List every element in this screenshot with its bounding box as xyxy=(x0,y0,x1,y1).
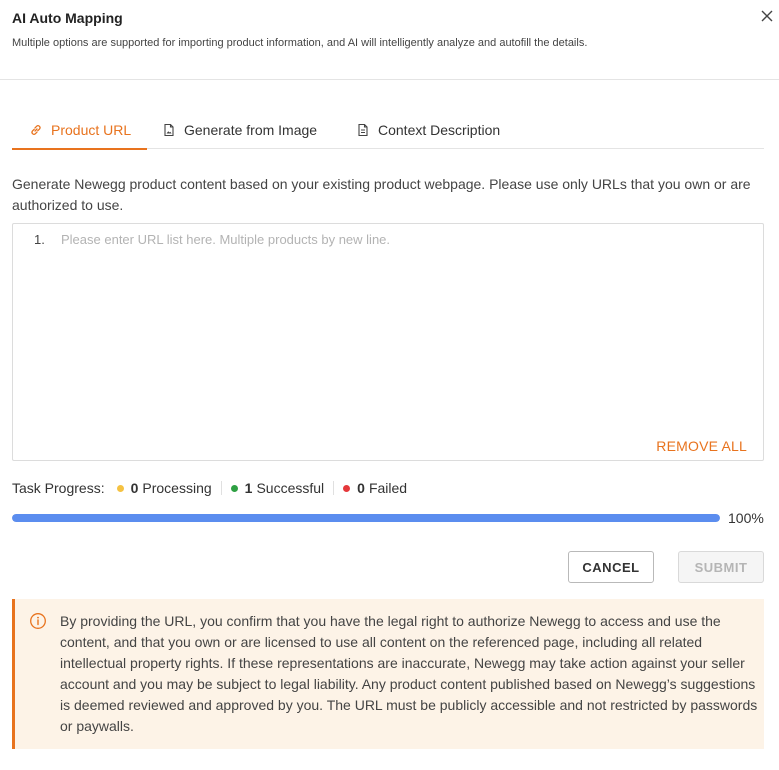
tab-context-description[interactable] xyxy=(356,110,500,149)
divider xyxy=(221,481,222,495)
task-progress xyxy=(12,479,407,497)
document-icon xyxy=(356,123,370,137)
link-icon xyxy=(29,123,43,137)
url-tab-description: Generate Newegg product content based on your existing product webpage. Please use only URLs that you own or are authorized to use. xyxy=(12,176,751,213)
progress-percent: 100% xyxy=(728,510,764,526)
progress-bar-fill xyxy=(12,514,720,522)
processing-dot-icon xyxy=(117,485,124,492)
failed-count: 0 xyxy=(357,480,365,496)
info-circle-icon xyxy=(29,612,47,630)
successful-dot-icon xyxy=(231,485,238,492)
successful-count: 1 xyxy=(244,480,253,496)
failed-label: Failed xyxy=(368,480,408,496)
legal-notice-text: By providing the URL, you confirm that you have the legal right to authorize Newegg to access and use the content, and that you own or are licensed to use all content on the referenced page, including all related intellectual property rights. If these representations are inaccurate, Newegg may take action against your seller account and you may be subject to legal liability. Any product content published based on Newegg’s suggestions is deemed reviewed and approved by you. The URL must be publicly accessible and not restricted by passwords or paywalls. xyxy=(60,613,758,734)
image-file-icon xyxy=(162,123,176,137)
tab-label: Context Description xyxy=(378,121,501,138)
tab-bar xyxy=(12,110,764,149)
processing-count: 0 xyxy=(130,480,139,496)
cancel-button[interactable]: CANCEL xyxy=(568,551,654,583)
legal-notice xyxy=(12,599,764,749)
url-list-input[interactable] xyxy=(61,228,751,428)
submit-button[interactable]: SUBMIT xyxy=(678,551,764,583)
divider xyxy=(333,481,334,495)
processing-label: Processing xyxy=(142,480,212,496)
remove-all-button[interactable]: REMOVE ALL xyxy=(656,438,747,454)
progress-bar xyxy=(12,514,720,522)
successful-label: Successful xyxy=(256,480,325,496)
close-button[interactable] xyxy=(757,6,777,26)
successful-stat xyxy=(231,480,325,496)
failed-dot-icon xyxy=(343,485,350,492)
tab-generate-from-image[interactable] xyxy=(162,110,317,149)
dialog-subtitle: Multiple options are supported for importing product information, and AI will intelligently analyze and autofill the details. xyxy=(12,37,588,49)
dialog-title: AI Auto Mapping xyxy=(12,10,123,26)
processing-stat xyxy=(117,480,212,496)
tab-label: Product URL xyxy=(51,121,132,138)
failed-stat xyxy=(343,480,407,496)
url-list-editor xyxy=(12,223,764,461)
task-progress-label: Task Progress: xyxy=(12,480,105,496)
dialog-header xyxy=(0,0,779,80)
tab-product-url[interactable] xyxy=(12,110,147,149)
line-number: 1. xyxy=(34,232,45,247)
tab-label: Generate from Image xyxy=(184,121,318,138)
close-icon xyxy=(757,6,777,26)
